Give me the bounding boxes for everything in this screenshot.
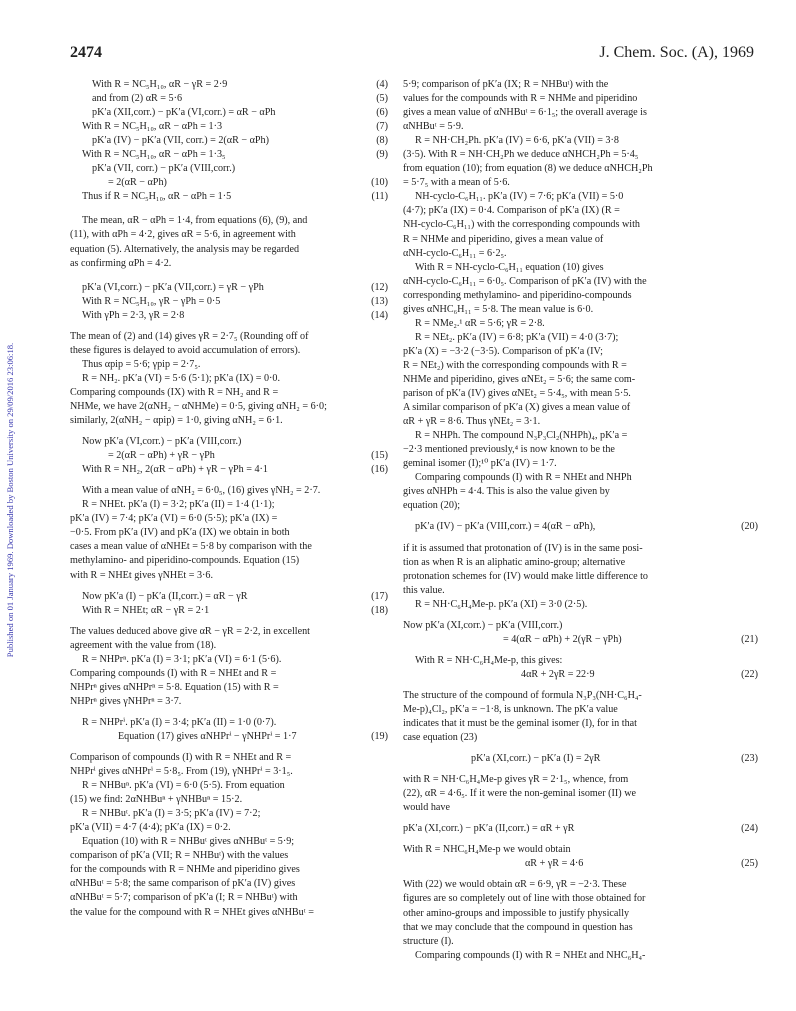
line-text: = 5·7₅ with a mean of 5·6. xyxy=(403,177,510,189)
line-text: αR + γR = 8·6. Thus γNEt₂ = 3·1. xyxy=(403,416,541,428)
text-line xyxy=(403,570,758,584)
text-line xyxy=(70,484,388,498)
line-text: and from (2) αR = 5·6 xyxy=(92,93,183,105)
text-line xyxy=(403,148,758,162)
equation-number: (24) xyxy=(741,823,758,835)
line-text: these figures is delayed to avoid accumulation of errors). xyxy=(70,344,301,356)
line-text: R = NHEt. pK′a (I) = 3·2; pK′a (II) = 1·4 (1·1); xyxy=(82,499,275,511)
text-line xyxy=(403,443,758,457)
line-text: structure (I). xyxy=(403,935,454,947)
equation-number: (12) xyxy=(371,281,388,293)
line-text: pK′a (XII,corr.) − pK′a (VI,corr.) = αR − αPh xyxy=(92,107,276,119)
line-text: NHPrⁿ gives γNHPrⁿ = 3·7. xyxy=(70,695,182,707)
text-line xyxy=(403,78,758,92)
spacer xyxy=(403,647,758,654)
equation-number: (19) xyxy=(371,730,388,742)
line-text: With γPh = 2·3, γR = 2·8 xyxy=(82,309,185,321)
line-text: −2·3 mentioned previously,⁴ is now known to be the xyxy=(403,444,615,456)
text-line xyxy=(403,619,758,633)
line-text: equation (20); xyxy=(403,500,461,512)
left-column xyxy=(70,78,388,920)
spacer xyxy=(403,535,758,542)
line-text: gives αNHC₆H₁₁ = 5·8. The mean value is 6·0. xyxy=(403,303,594,315)
equation-number: (16) xyxy=(371,464,388,476)
text-line xyxy=(403,359,758,373)
line-text: R = NHPh. The compound N₃P₃Cl₂(NHPh)₄, pK′a = xyxy=(415,430,628,442)
line-text: other amino-groups and impossible to justify physically xyxy=(403,907,630,919)
line-text: (15) we find: 2αNHBuⁿ + γNHBuⁿ = 15·2. xyxy=(70,794,243,806)
line-text: With R = NC₅H₁₀, αR − αPh = 1·3₅ xyxy=(82,149,226,161)
equation-line xyxy=(70,295,388,309)
text-line xyxy=(403,387,758,401)
equation-number: (10) xyxy=(371,177,388,189)
text-line xyxy=(403,787,758,801)
line-text: NHMe and piperidino, gives αNEt₂ = 5·6; the same com- xyxy=(403,373,636,385)
text-line xyxy=(70,228,388,242)
equation-line xyxy=(70,78,388,92)
text-line xyxy=(403,921,758,935)
text-line xyxy=(403,542,758,556)
text-line xyxy=(403,843,758,857)
text-line xyxy=(403,190,758,204)
spacer xyxy=(70,428,388,435)
equation-line xyxy=(403,520,758,534)
text-line xyxy=(403,345,758,359)
spacer xyxy=(403,745,758,752)
line-text: as confirming αPh = 4·2. xyxy=(70,257,172,269)
text-line xyxy=(403,204,758,218)
text-line xyxy=(70,653,388,667)
equation-line xyxy=(403,822,758,836)
text-line xyxy=(403,485,758,499)
equation-line xyxy=(70,449,388,463)
equation-number: (21) xyxy=(741,633,758,645)
text-line xyxy=(403,92,758,106)
text-line xyxy=(403,415,758,429)
equation-line xyxy=(70,281,388,295)
line-text: NH-cyclo-C₆H₁₁) with the corresponding compounds with xyxy=(403,219,640,231)
download-notice-text: Published on 01 January 1969. Downloaded by Boston University on 29/09/2016 23:06:18. xyxy=(5,342,15,658)
line-text: the value for the compound with R = NHEt gives αNHBuᵗ = xyxy=(70,906,314,918)
text-line xyxy=(403,801,758,815)
line-text: Equation (17) gives αNHPrⁱ − γNHPrⁱ = 1·7 xyxy=(118,730,297,742)
text-line xyxy=(70,625,388,639)
spacer xyxy=(403,871,758,878)
equation-number: (9) xyxy=(376,149,388,161)
text-line xyxy=(403,429,758,443)
equation-number: (11) xyxy=(371,191,388,203)
line-text: R = NHMe and piperidino, gives a mean value of xyxy=(403,233,604,245)
spacer xyxy=(70,583,388,590)
line-text: αNH-cyclo-C₆H₁₁ = 6·0₅. Comparison of pK′a (IV) with the xyxy=(403,275,647,287)
line-text: (22), αR = 4·6₅. If it were the non-geminal isomer (II) we xyxy=(403,788,637,800)
text-line xyxy=(403,289,758,303)
line-text: from equation (10); from equation (8) we deduce αNHCH₂Ph xyxy=(403,163,653,175)
line-text: figures are so completely out of line with those obtained for xyxy=(403,893,646,905)
text-line xyxy=(403,878,758,892)
text-line xyxy=(70,695,388,709)
text-line xyxy=(403,401,758,415)
line-text: pK′a (IV) = 7·4; pK′a (VI) = 6·0 (5·5); pK′a (IX) = xyxy=(70,513,278,525)
line-text: if it is assumed that protonation of (IV) is in the same posi- xyxy=(403,542,643,554)
equation-line xyxy=(403,668,758,682)
line-text: Comparing compounds (I) with R = NHEt and R = xyxy=(70,667,277,679)
text-line xyxy=(70,716,388,730)
text-line xyxy=(70,765,388,779)
text-line xyxy=(70,162,388,176)
spacer xyxy=(70,323,388,330)
text-line xyxy=(403,471,758,485)
text-line xyxy=(70,214,388,228)
page-number: 2474 xyxy=(70,44,102,61)
text-line xyxy=(403,892,758,906)
line-text: equation (5). Alternatively, the analysis may be regarded xyxy=(70,243,300,255)
line-text: pK′a (VII) = 4·7 (4·4); pK′a (IX) = 0·2. xyxy=(70,822,231,834)
line-text: values for the compounds with R = NHMe and piperidino xyxy=(403,93,638,105)
text-line xyxy=(70,400,388,414)
text-line xyxy=(403,120,758,134)
text-line xyxy=(403,261,758,275)
spacer xyxy=(403,815,758,822)
text-line xyxy=(403,584,758,598)
line-text: with R = NHEt gives γNHEt = 3·6. xyxy=(70,569,214,581)
line-text: With R = NC₅H₁₀, αR − γR = 2·9 xyxy=(92,79,228,90)
line-text: tion as when R is an aliphatic amino-group; alternative xyxy=(403,556,626,568)
line-text: R = NH·CH₂Ph. pK′a (IV) = 6·6, pK′a (VII) = 3·8 xyxy=(415,135,619,147)
line-text: corresponding methylamino- and piperidino-compounds xyxy=(403,289,632,301)
equation-line xyxy=(70,120,388,134)
equation-number: (14) xyxy=(371,309,388,321)
equation-number: (23) xyxy=(741,753,758,765)
line-text: Comparison of compounds (I) with R = NHEt and R = xyxy=(70,752,292,764)
text-line xyxy=(70,667,388,681)
line-text: gives a mean value of αNHBuᵗ = 6·1₅; the overall average is xyxy=(403,107,647,119)
line-text: pK′a (IV) − pK′a (VIII,corr.) = 4(αR − αPh), xyxy=(415,521,596,533)
equation-line xyxy=(70,463,388,477)
line-text: 5·9; comparison of pK′a (IX; R = NHBuᵗ) with the xyxy=(403,79,609,90)
text-line xyxy=(70,554,388,568)
equation-number: (25) xyxy=(741,858,758,870)
spacer xyxy=(403,612,758,619)
line-text: R = NMe₂.¹ αR = 5·6; γR = 2·8. xyxy=(415,317,545,329)
text-line xyxy=(403,457,758,471)
line-text: R = NHPrⁱ. pK′a (I) = 3·4; pK′a (II) = 1·0 (0·7). xyxy=(82,716,277,728)
text-line xyxy=(403,731,758,745)
line-text: R = NH₂. pK′a (VI) = 5·6 (5·1); pK′a (IX) = 0·0. xyxy=(82,372,281,384)
line-text: agreement with the value from (18). xyxy=(70,639,217,651)
text-line xyxy=(70,891,388,905)
line-text: cases a mean value of αNHEt = 5·8 by comparison with the xyxy=(70,541,312,553)
text-line xyxy=(70,257,388,271)
equation-number: (8) xyxy=(376,135,388,147)
equation-number: (13) xyxy=(371,295,388,307)
line-text: pK′a (VII, corr.) − pK′a (VIII,corr.) xyxy=(92,163,236,175)
text-line xyxy=(70,498,388,512)
text-line xyxy=(70,330,388,344)
text-line xyxy=(70,821,388,835)
line-text: similarly, 2(αNH₂ − αpip) = 1·0, giving αNH₂ = 6·1. xyxy=(70,415,283,427)
line-text: parison of pK′a (IV) gives αNEt₂ = 5·4₅, with mean 5·5. xyxy=(403,388,631,400)
text-line xyxy=(70,372,388,386)
equation-line xyxy=(70,92,388,106)
equation-line xyxy=(70,148,388,162)
text-line xyxy=(403,935,758,949)
line-text: comparison of pK′a (VII; R = NHBuᵗ) with the values xyxy=(70,850,289,862)
line-text: pK′a (IV) − pK′a (VII, corr.) = 2(αR − αPh) xyxy=(92,135,269,147)
spacer xyxy=(70,709,388,716)
line-text: NHMe, we have 2(αNH₂ − αNHMe) = 0·5, giving αNH₂ = 6·0; xyxy=(70,400,327,412)
line-text: With R = NC₅H₁₀, γR − γPh = 0·5 xyxy=(82,295,221,307)
equation-number: (5) xyxy=(376,93,388,105)
line-text: Thus αpip = 5·6; γpip = 2·7₅. xyxy=(82,358,201,370)
text-line xyxy=(403,106,758,120)
spacer xyxy=(403,682,758,689)
line-text: Thus if R = NC₅H₁₀, αR − αPh = 1·5 xyxy=(82,191,232,203)
text-line xyxy=(403,233,758,247)
spacer xyxy=(70,618,388,625)
text-line xyxy=(70,681,388,695)
line-text: (11), with αPh = 4·2, gives αR = 5·6, in agreement with xyxy=(70,229,296,241)
line-text: Now pK′a (XI,corr.) − pK′a (VIII,corr.) xyxy=(403,619,563,631)
line-text: Me-p)₄Cl₂, pK′a = −1·8, is unknown. The pK′a value xyxy=(403,703,618,715)
text-line xyxy=(403,162,758,176)
equation-line xyxy=(70,106,388,120)
text-line xyxy=(70,849,388,863)
text-line xyxy=(403,689,758,703)
line-text: Comparing compounds (I) with R = NHEt and NHC₆H₄- xyxy=(415,949,646,961)
line-text: R = NEt₂) with the corresponding compounds with R = xyxy=(403,359,627,371)
line-text: Now pK′a (I) − pK′a (II,corr.) = αR − γR xyxy=(82,590,248,602)
line-text: that we may conclude that the compound in question has xyxy=(403,921,633,933)
line-text: NHPrⁿ gives αNHPrⁿ = 5·8. Equation (15) with R = xyxy=(70,681,279,693)
line-text: With R = NH·C₆H₄Me-p, this gives: xyxy=(415,654,563,666)
equation-number: (4) xyxy=(376,79,388,90)
line-text: R = NEt₂. pK′a (IV) = 6·8; pK′a (VII) = 4·0 (3·7); xyxy=(415,331,619,343)
line-text: Equation (10) with R = NHBuᵗ gives αNHBuᵗ = 5·9; xyxy=(82,836,295,848)
text-line xyxy=(70,435,388,449)
line-text: = 2(αR − αPh) xyxy=(108,177,167,189)
text-line xyxy=(403,134,758,148)
line-text: With R = NHC₆H₄Me-p we would obtain xyxy=(403,844,571,856)
line-text: With (22) we would obtain αR = 6·9, γR = −2·3. These xyxy=(403,879,627,891)
right-column xyxy=(403,78,758,963)
line-text: R = NHPrⁿ. pK′a (I) = 3·1; pK′a (VI) = 6·1 (5·6). xyxy=(82,653,282,665)
equation-line xyxy=(70,604,388,618)
spacer xyxy=(70,271,388,281)
text-line xyxy=(70,386,388,400)
spacer xyxy=(70,204,388,214)
line-text: With a mean value of αNH₂ = 6·0₅, (16) gives γNH₂ = 2·7. xyxy=(82,485,321,497)
line-text: With R = NC₅H₁₀, αR − αPh = 1·3 xyxy=(82,121,223,133)
line-text: would have xyxy=(403,802,450,814)
text-line xyxy=(403,598,758,612)
line-text: pK′a (XI,corr.) − pK′a (I) = 2γR xyxy=(471,753,601,765)
line-text: Comparing compounds (I) with R = NHEt and NHPh xyxy=(415,472,632,484)
line-text: Comparing compounds (IX) with R = NH₂ and R = xyxy=(70,386,279,398)
download-notice xyxy=(2,180,18,820)
text-line xyxy=(70,835,388,849)
line-text: −0·5. From pK′a (IV) and pK′a (IX) we obtain in both xyxy=(70,527,290,539)
equation-number: (7) xyxy=(376,121,388,133)
text-line xyxy=(70,751,388,765)
equation-number: (18) xyxy=(371,604,388,616)
text-line xyxy=(70,358,388,372)
line-text: A similar comparison of pK′a (X) gives a mean value of xyxy=(403,402,631,414)
text-line xyxy=(70,639,388,653)
line-text: αNHBuᵗ = 5·7; comparison of pK′a (I; R = NHBuᵗ) with xyxy=(70,892,298,904)
text-line xyxy=(403,907,758,921)
text-line xyxy=(70,793,388,807)
line-text: αR + γR = 4·6 xyxy=(525,858,584,870)
line-text: R = NHBuᵗ. pK′a (I) = 3·5; pK′a (IV) = 7·2; xyxy=(82,808,261,820)
text-line xyxy=(70,569,388,583)
line-text: = 4(αR − αPh) + 2(γR − γPh) xyxy=(503,633,622,645)
equation-line xyxy=(403,857,758,871)
line-text: case equation (23) xyxy=(403,732,478,744)
equation-number: (22) xyxy=(741,668,758,680)
line-text: pK′a (VI,corr.) − pK′a (VII,corr.) = γR − γPh xyxy=(82,281,264,293)
line-text: 4αR + 2γR = 22·9 xyxy=(521,668,595,680)
text-line xyxy=(70,863,388,877)
line-text: pK′a (X) = −3·2 (−3·5). Comparison of pK′a (IV; xyxy=(403,345,603,357)
line-text: gives αNHPh = 4·4. This is also the value given by xyxy=(403,486,610,498)
equation-number: (6) xyxy=(376,107,388,119)
text-line xyxy=(70,512,388,526)
line-text: With R = NH-cyclo-C₆H₁₁ equation (10) gives xyxy=(415,261,604,273)
line-text: With R = NH₂, 2(αR − αPh) + γR − γPh = 4·1 xyxy=(82,464,268,476)
line-text: The mean of (2) and (14) gives γR = 2·7₅ (Rounding off of xyxy=(70,330,309,342)
equation-number: (17) xyxy=(371,590,388,602)
text-line xyxy=(403,176,758,190)
text-line xyxy=(70,344,388,358)
text-line xyxy=(403,499,758,513)
line-text: NH-cyclo-C₆H₁₁. pK′a (IV) = 7·6; pK′a (VII) = 5·0 xyxy=(415,191,624,203)
text-line xyxy=(403,773,758,787)
line-text: The values deduced above give αR − γR = 2·2, in excellent xyxy=(70,625,310,637)
text-line xyxy=(403,317,758,331)
text-line xyxy=(403,556,758,570)
line-text: αNHBuᵗ = 5·8; the same comparison of pK′a (IV) gives xyxy=(70,878,296,890)
equation-line xyxy=(403,633,758,647)
line-text: protonation schemes for (IV) would make little difference to xyxy=(403,570,648,582)
equation-line xyxy=(70,176,388,190)
text-line xyxy=(403,703,758,717)
equation-line xyxy=(70,134,388,148)
line-text: (3·5). With R = NH·CH₂Ph we deduce αNHCH₂Ph = 5·4₅ xyxy=(403,149,639,161)
spacer xyxy=(403,513,758,520)
text-line xyxy=(70,779,388,793)
line-text: αNHBuᵗ = 5·9. xyxy=(403,121,464,133)
line-text: (4·7); pK′a (IX) = 0·4. Comparison of pK′a (IX) (R = xyxy=(403,205,620,217)
line-text: with R = NH·C₆H₄Me-p gives γR = 2·1₅, whence, from xyxy=(403,774,629,786)
text-line xyxy=(403,303,758,317)
spacer xyxy=(403,836,758,843)
line-text: = 2(αR − αPh) + γR − γPh xyxy=(108,450,215,462)
text-line xyxy=(403,949,758,963)
text-line xyxy=(403,331,758,345)
line-text: Now pK′a (VI,corr.) − pK′a (VIII,corr.) xyxy=(82,436,242,448)
text-line xyxy=(70,526,388,540)
line-text: geminal isomer (I);¹⁰ pK′a (IV) = 1·7. xyxy=(403,458,557,470)
spacer xyxy=(70,744,388,751)
text-line xyxy=(403,654,758,668)
journal-title: J. Chem. Soc. (A), 1969 xyxy=(599,44,754,61)
text-line xyxy=(403,218,758,232)
text-line xyxy=(403,717,758,731)
spacer xyxy=(403,766,758,773)
equation-line xyxy=(70,730,388,744)
line-text: this value. xyxy=(403,584,445,596)
equation-line xyxy=(403,752,758,766)
line-text: R = NHBuⁿ. pK′a (VI) = 6·0 (5·5). From equation xyxy=(82,780,285,792)
text-line xyxy=(70,807,388,821)
equation-number: (20) xyxy=(741,521,758,533)
equation-number: (15) xyxy=(371,450,388,462)
line-text: The structure of the compound of formula N₃P₃(NH·C₆H₄- xyxy=(403,689,642,701)
equation-line xyxy=(70,190,388,204)
equation-line xyxy=(70,309,388,323)
text-line xyxy=(403,373,758,387)
equation-line xyxy=(70,590,388,604)
text-line xyxy=(403,275,758,289)
text-line xyxy=(403,247,758,261)
text-line xyxy=(70,414,388,428)
line-text: With R = NHEt; αR − γR = 2·1 xyxy=(82,604,210,616)
text-line xyxy=(70,540,388,554)
line-text: NHPrⁱ gives αNHPrⁱ = 5·8₅. From (19), γNHPrⁱ = 3·1₅. xyxy=(70,766,293,778)
line-text: methylamino- and piperidino-compounds. Equation (15) xyxy=(70,555,300,567)
line-text: R = NH·C₆H₄Me-p. pK′a (XI) = 3·0 (2·5). xyxy=(415,598,588,610)
line-text: pK′a (XI,corr.) − pK′a (II,corr.) = αR + γR xyxy=(403,823,575,835)
spacer xyxy=(70,477,388,484)
line-text: The mean, αR − αPh = 1·4, from equations (6), (9), and xyxy=(82,215,308,227)
line-text: indicates that it must be the geminal isomer (I), for in that xyxy=(403,718,637,730)
text-line xyxy=(70,877,388,891)
line-text: for the compounds with R = NHMe and piperidino gives xyxy=(70,864,300,876)
line-text: αNH-cyclo-C₆H₁₁ = 6·2₅. xyxy=(403,247,507,259)
text-line xyxy=(70,243,388,257)
text-line xyxy=(70,906,388,920)
